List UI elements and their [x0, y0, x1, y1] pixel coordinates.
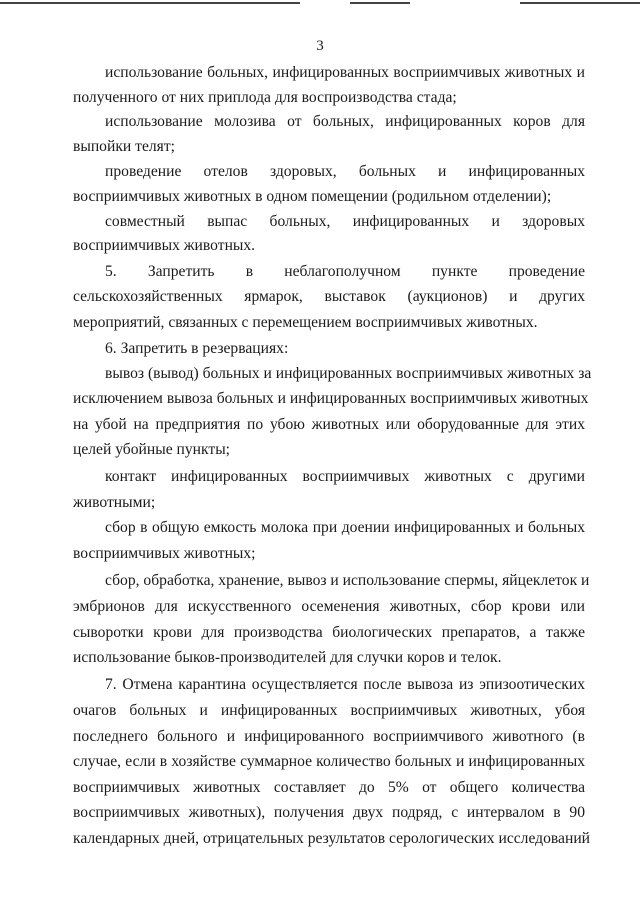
- text-line: эмбрионов для искусственного осеменения животных, сбор крови или: [73, 598, 585, 615]
- text-line: восприимчивых животных в одном помещении (родильном отделении);: [73, 188, 552, 205]
- text-line: использование больных, инфицированных восприимчивых животных и: [105, 64, 585, 81]
- text-line: восприимчивых животных;: [73, 545, 256, 562]
- text-line: совместный выпас больных, инфицированных и здоровых: [105, 213, 585, 230]
- text-line: восприимчивых животных составляет до 5% от общего количества: [73, 779, 585, 796]
- text-line: целей убойные пункты;: [73, 441, 231, 458]
- text-line: сельскохозяйственных ярмарок, выставок (аукционов) и других: [73, 288, 585, 305]
- text-line: сбор в общую емкость молока при доении инфицированных и больных: [105, 519, 585, 536]
- text-line: очагов больных и инфицированных восприимчивых животных, убоя: [73, 702, 585, 719]
- text-line: календарных дней, отрицательных результатов серологических исследований: [73, 830, 591, 847]
- text-line: животными;: [73, 494, 156, 511]
- text-line: использование быков-производителей для случки коров и телок.: [73, 649, 502, 666]
- text-line: мероприятий, связанных с перемещением восприимчивых животных.: [73, 314, 538, 331]
- text-line: 6. Запретить в резервациях:: [105, 340, 289, 357]
- page-number: 3: [316, 38, 324, 54]
- text-line: последнего больного и инфицированного восприимчивого животного (в: [73, 728, 585, 745]
- text-line: полученного от них приплода для воспроизводства стада;: [73, 89, 457, 106]
- text-line: выпойки телят;: [73, 138, 175, 155]
- text-line: контакт инфицированных восприимчивых животных с другими: [105, 468, 585, 485]
- scan-top-border: [0, 0, 640, 6]
- text-line: сбор, обработка, хранение, вывоз и использование спермы, яйцеклеток и: [105, 572, 590, 589]
- text-line: 5. Запретить в неблагополучном пункте проведение: [105, 263, 585, 280]
- text-line: 7. Отмена карантина осуществляется после вывоза из эпизоотических: [105, 676, 585, 693]
- text-line: исключением вывоза больных и инфицированных восприимчивых животных: [73, 390, 589, 407]
- text-line: проведение отелов здоровых, больных и инфицированных: [105, 163, 585, 180]
- text-line: использование молозива от больных, инфицированных коров для: [105, 113, 585, 130]
- text-line: восприимчивых животных), получения двух подряд, с интервалом в 90: [73, 804, 585, 821]
- text-line: сыворотки крови для производства биологических препаратов, а также: [73, 624, 585, 641]
- text-line: вывоз (вывод) больных и инфицированных восприимчивых животных за: [105, 365, 592, 382]
- text-line: восприимчивых животных.: [73, 237, 256, 254]
- text-line: случае, если в хозяйстве суммарное количество больных и инфицированных: [73, 753, 585, 770]
- text-line: на убой на предприятия по убою животных или оборудованные для этих: [73, 416, 585, 433]
